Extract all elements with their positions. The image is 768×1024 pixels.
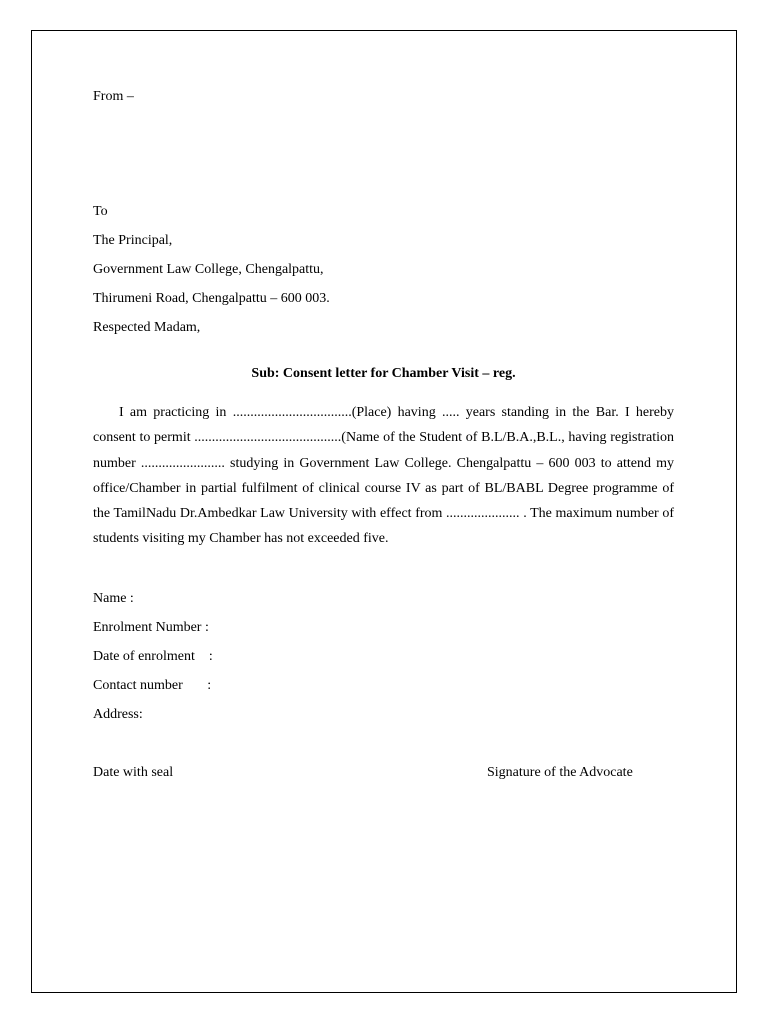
advocate-signature-label: Signature of the Advocate <box>487 765 633 780</box>
field-contact-number: Contact number : <box>93 678 212 693</box>
salutation: Respected Madam, <box>93 320 201 335</box>
subject-line: Sub: Consent letter for Chamber Visit – reg. <box>251 366 516 381</box>
field-enrolment-number: Enrolment Number : <box>93 620 209 635</box>
recipient-institution: Government Law College, Chengalpattu, <box>93 262 324 277</box>
date-with-seal: Date with seal <box>93 765 174 780</box>
field-address: Address: <box>93 707 143 722</box>
field-date-of-enrolment: Date of enrolment : <box>93 649 213 664</box>
field-name: Name : <box>93 591 134 606</box>
to-label: To <box>93 204 108 219</box>
body-paragraph: I am practicing in ..................................(Place) having ..... years standing in the Bar. I hereby consent to permit ..........................................(Name of the Student of B.L/B.A.,B.L., having registration number ........................ studying in Government Law College. Chengalpattu – 600 003 to attend my office/Chamber in partial fulfilment of clinical course IV as part of BL/BABL Degree programme of the TamilNadu Dr.Ambedkar Law University with effect from ..................... . The maximum number of students visiting my Chamber has not exceeded five. <box>93 405 674 547</box>
recipient-address: Thirumeni Road, Chengalpattu – 600 003. <box>93 291 330 306</box>
recipient-title: The Principal, <box>93 233 173 248</box>
from-label: From – <box>93 89 134 104</box>
